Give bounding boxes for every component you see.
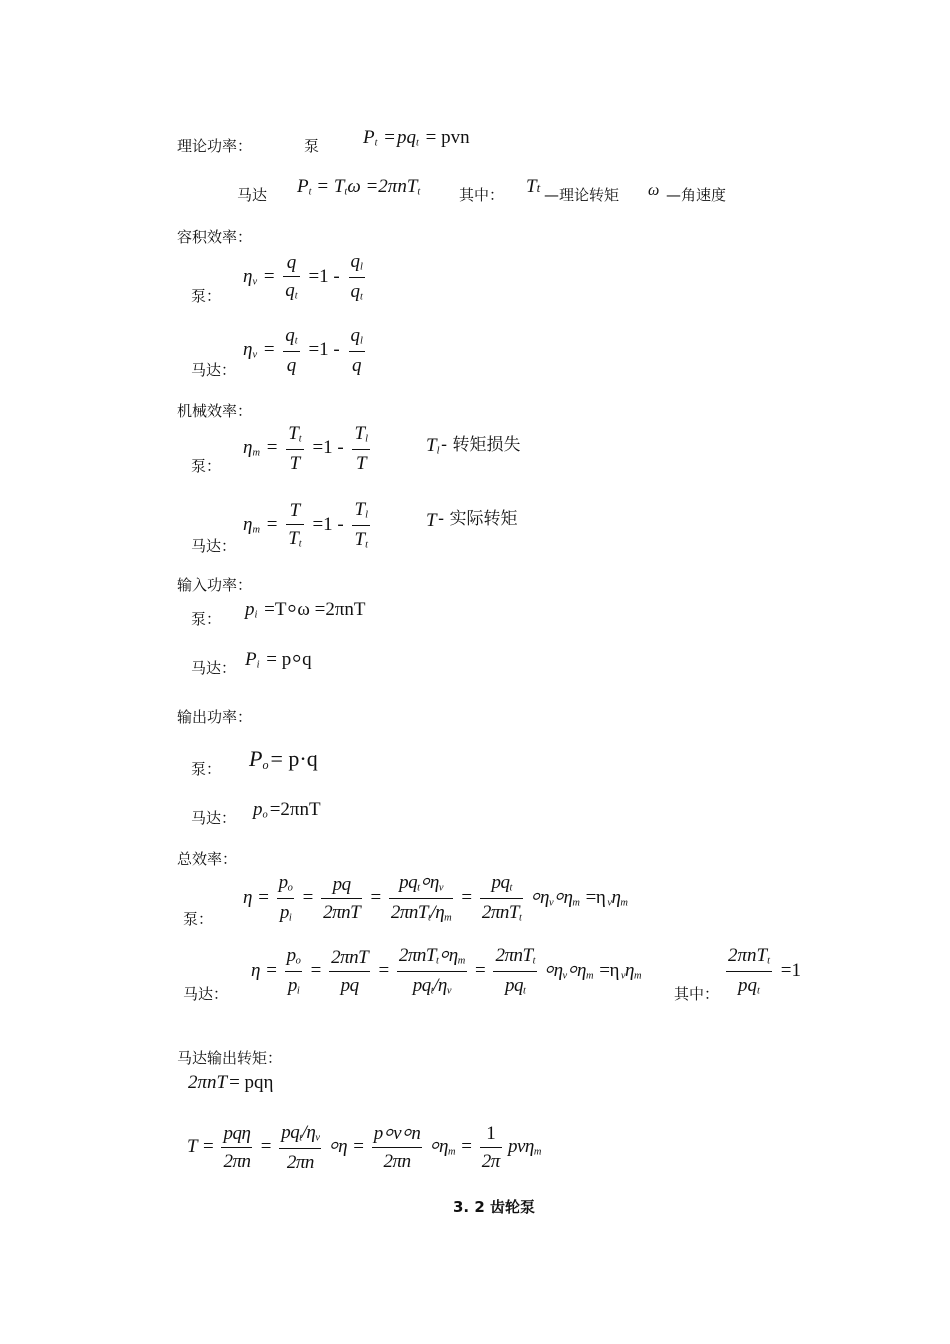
angular-speed-desc: —角速度: [666, 186, 727, 204]
actual-torque-symbol: T: [426, 510, 437, 531]
mech-eff-pump-formula: $\eta_m$ = $\frac{T_t}{T}$ =1 - $\frac{T_l}{T}$: [243, 423, 368, 474]
total-eff-motor-formula: η = $\frac{p_o}{p_i}$ = $\frac{\text{2πnT}}{pq}$ = $\frac{2\pi nT_t⸰\eta_m}{pq_t/\eta_v}$ = $\frac{2\pi nT_t}{pq_t}$ $⸰\eta_v⸰\eta_m =\eta$ $_v\eta_m$: [251, 945, 642, 997]
output-pump-formula: $P_o= p\cdot q$: [249, 746, 318, 773]
motor-ratio-formula: $\frac{2\pi nT_t}{pq_t}$ =1: [728, 945, 801, 997]
motor-label: 马达: [237, 186, 268, 204]
mech-eff-motor-label: 马达：: [191, 537, 237, 555]
total-eff-where-label: 其中：: [674, 985, 720, 1003]
motor-torque-balance-formula: 2πnT = pqη: [188, 1072, 274, 1093]
input-motor-label: 马达：: [191, 659, 237, 677]
mech-eff-label: 机械效率：: [177, 402, 253, 420]
pump-label: 泵: [304, 137, 320, 155]
motor-theory-power-formula: $P_t = T_t\omega =2\pi nT_t$: [297, 176, 421, 198]
total-eff-motor-label: 马达：: [183, 985, 229, 1003]
output-motor-formula: $p_o =2\pi nT$: [253, 799, 321, 821]
torque-loss-desc: - 转矩损失: [441, 435, 521, 455]
vol-eff-motor-formula: $\eta_v$ = $\frac{q_t}{q}$ =1 - $\frac{q_l}{q}$: [243, 325, 363, 376]
total-eff-pump-label: 泵：: [183, 910, 214, 928]
motor-output-torque-label: 马达输出转矩：: [177, 1049, 283, 1067]
where-label: 其中：: [459, 186, 505, 204]
actual-torque-desc: - 实际转矩: [438, 509, 518, 529]
omega-symbol: ω: [648, 182, 660, 199]
theory-power-label: 理论功率：: [177, 137, 253, 155]
input-power-label: 输入功率：: [177, 576, 253, 594]
input-pump-formula: $p_i$ =T⸰ω =2πnT: [245, 599, 366, 621]
vol-eff-pump-label: 泵：: [191, 287, 222, 305]
torque-loss-symbol: $T_l$: [426, 435, 440, 457]
input-motor-formula: $P_i$ = p⸰q: [245, 649, 312, 671]
theory-torque-desc: —理论转矩: [544, 186, 620, 204]
vol-eff-label: 容积效率：: [177, 228, 253, 246]
output-motor-label: 马达：: [191, 809, 237, 827]
total-eff-label: 总效率：: [177, 850, 238, 868]
mech-eff-motor-formula: $\eta_m$ = $\frac{T}{T_t}$ =1 - $\frac{T_l}{T_t}$: [243, 499, 368, 551]
total-eff-pump-formula: η = $\frac{p_o}{p_i}$ = $\frac{pq}{\text{2πnT}}$ = $\frac{pq_t⸰\eta_v}{2\pi nT_t/\eta_m}$ = $\frac{pq_t}{2\pi nT_t}$ $⸰\eta_v⸰\eta_m =\eta$ $_v\eta_m$: [243, 872, 628, 924]
output-pump-label: 泵：: [191, 760, 222, 778]
motor-torque-formula: T = $\frac{\text{pqη}}{2\pi n}$ = $\frac{pq_t/\eta_v}{2\pi n}$ ⸰η = $\frac{p⸰v⸰n}{2\pi n}$ $⸰\eta_m$ = $\frac{1}{2\pi}$ pvη$_m$: [187, 1122, 541, 1173]
vol-eff-pump-formula: $\eta_v$ = $\frac{q}{q_t}$ =1 - $\frac{q_l}{q_t}$: [243, 251, 363, 303]
section-heading: 3. 2 齿轮泵: [453, 1198, 536, 1216]
vol-eff-motor-label: 马达：: [191, 361, 237, 379]
input-pump-label: 泵：: [191, 610, 222, 628]
output-power-label: 输出功率：: [177, 708, 253, 726]
mech-eff-pump-label: 泵：: [191, 457, 222, 475]
pump-theory-power-formula: $P_t = pq_t$ = pvn: [363, 127, 470, 149]
theory-torque-symbol: Tt: [526, 176, 541, 197]
